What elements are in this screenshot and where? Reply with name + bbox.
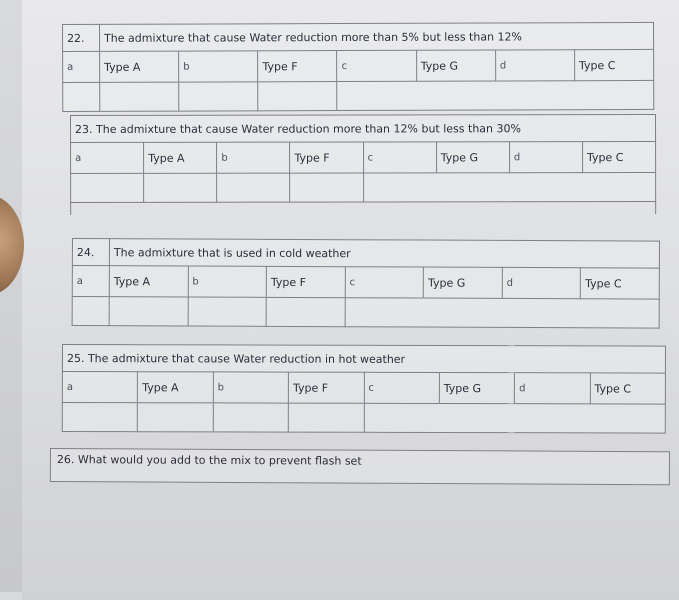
option-label-c[interactable]: Type G [423, 267, 502, 298]
option-letter-c: c [364, 372, 439, 403]
question-text: The admixture that is used in cold weather [109, 239, 659, 268]
option-letter-c: c [345, 267, 424, 298]
question-text [62, 345, 665, 374]
option-letter-a: a [72, 266, 109, 297]
option-letter-d: d [515, 373, 590, 404]
question-row[interactable] [50, 448, 670, 485]
question-number: 25. [66, 351, 85, 365]
question-text [71, 114, 656, 142]
option-letter-c: c [363, 142, 436, 173]
option-label-a[interactable]: Type A [138, 372, 213, 403]
answer-row[interactable] [62, 403, 665, 434]
question-text-content: The admixture that cause Water reduction in hot weather [87, 351, 406, 366]
question-number: 23. [75, 122, 93, 136]
question-number: 26. [56, 453, 75, 467]
spacer-row [70, 202, 656, 215]
option-label-d[interactable]: Type C [574, 49, 653, 80]
question-26-block [50, 448, 670, 485]
answer-row[interactable] [63, 80, 654, 111]
question-24-block [72, 238, 660, 329]
option-label-c[interactable]: Type G [416, 50, 495, 81]
option-letter-d: d [509, 142, 582, 173]
option-label-d[interactable]: Type C [581, 268, 660, 299]
option-label-a[interactable]: Type A [109, 266, 188, 297]
answer-row[interactable] [71, 172, 656, 202]
option-label-d[interactable]: Type C [590, 373, 665, 404]
option-label-c[interactable]: Type G [436, 142, 509, 173]
option-label-b[interactable]: Type F [288, 372, 363, 403]
option-letter-b: b [213, 372, 288, 403]
option-label-c[interactable]: Type G [439, 372, 514, 403]
question-number: 24. [72, 239, 109, 266]
option-letter-a: a [62, 372, 137, 403]
option-letter-a: a [63, 51, 100, 82]
option-label-a[interactable]: Type A [144, 142, 217, 173]
option-letter-b: b [217, 142, 290, 173]
option-letter-d: d [495, 50, 574, 81]
option-label-a[interactable]: Type A [100, 51, 179, 82]
answer-row[interactable] [72, 297, 659, 329]
option-label-b[interactable]: Type F [290, 142, 363, 173]
question-23-block [70, 114, 656, 215]
question-25-block [62, 344, 666, 434]
option-letter-d: d [502, 267, 581, 298]
option-letter-c: c [337, 50, 416, 81]
question-text-content: The admixture that cause Water reduction more than 12% but less than 30% [96, 121, 521, 136]
option-letter-b: b [179, 51, 258, 82]
question-text: The admixture that cause Water reduction more than 5% but less than 12% [100, 22, 654, 51]
option-label-d[interactable]: Type C [582, 141, 655, 172]
question-22-block [62, 22, 654, 112]
option-letter-b: b [188, 266, 267, 297]
option-letter-a: a [71, 142, 144, 173]
question-text: What would you add to the mix to prevent flash set [77, 453, 362, 468]
finger [0, 195, 24, 295]
option-label-b[interactable]: Type F [258, 51, 337, 82]
option-label-b[interactable]: Type F [266, 266, 345, 297]
question-number: 22. [63, 24, 100, 51]
